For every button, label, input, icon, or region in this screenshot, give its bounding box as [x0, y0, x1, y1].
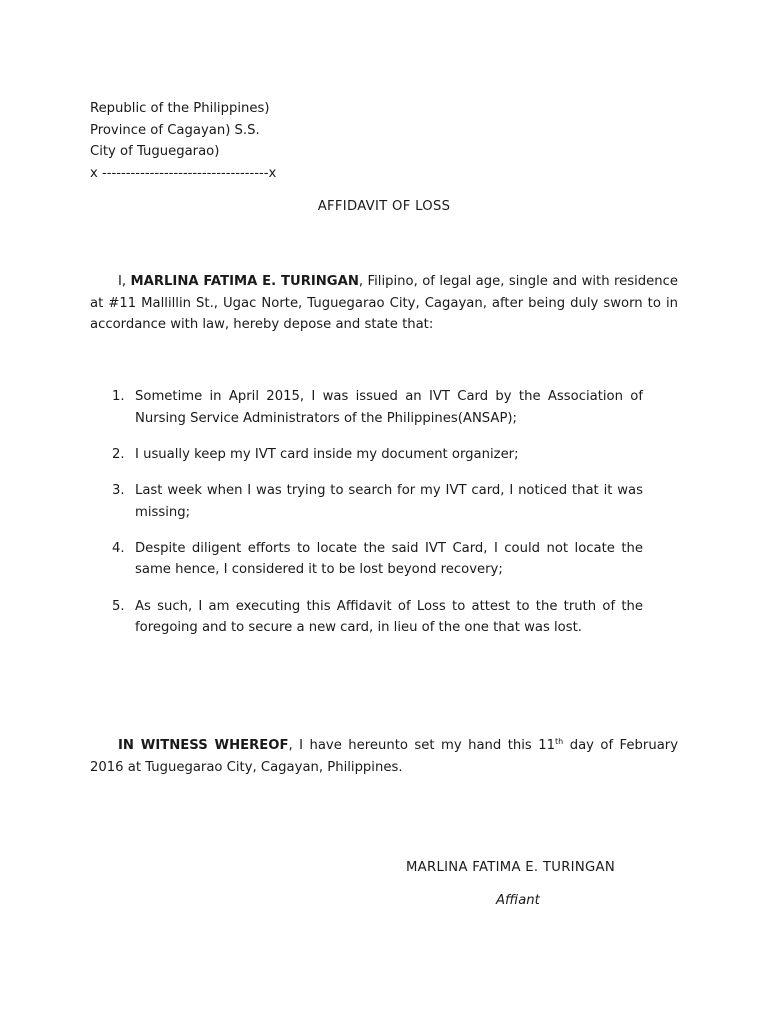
witness-paragraph [90, 735, 678, 778]
witness-heading: IN WITNESS WHEREOF [118, 738, 289, 753]
list-item [90, 596, 643, 639]
signatory-role: Affiant [496, 893, 540, 908]
intro-lead: I, [118, 274, 131, 289]
affiant-name-inline: MARLINA FATIMA E. TURINGAN [130, 274, 359, 289]
venue-line-province: Province of Cagayan) S.S. [90, 122, 260, 138]
witness-text-2: day of February 2016 at Tuguegarao City, Cagayan, Philippines. [90, 738, 678, 775]
item-number: 4. [112, 540, 125, 556]
item-text: I usually keep my IVT card inside my document organizer; [135, 446, 519, 462]
witness-text-1: , I have hereunto set my hand this 11 [288, 738, 556, 753]
list-item [90, 480, 643, 523]
list-item [90, 538, 643, 581]
item-text: Despite diligent efforts to locate the said IVT Card, I could not locate the same hence, I considered it to be lost beyond recovery; [135, 540, 643, 578]
item-text: Sometime in April 2015, I was issued an IVT Card by the Association of Nursing Service Administrators of the Philippines(ANSAP); [135, 389, 643, 426]
venue-line-city: City of Tuguegarao) [90, 144, 220, 159]
item-number: 5. [112, 598, 125, 614]
item-number: 1. [112, 389, 125, 404]
item-text: Last week when I was trying to search for my IVT card, I noticed that it was missing; [135, 482, 643, 520]
item-number: 3. [112, 482, 125, 498]
ordinal-suffix: th [555, 737, 564, 746]
venue-separator: x -----------------------------------x [90, 165, 277, 181]
list-item [90, 386, 643, 429]
item-text: As such, I am executing this Affidavit of Loss to attest to the truth of the foregoing and to secure a new card, in lieu of the one that was lost. [135, 598, 643, 636]
item-number: 2. [112, 446, 125, 462]
venue-block [90, 98, 276, 184]
intro-text: , Filipino, of legal age, single and with residence at #11 Mallillin St., Ugac Norte, Tuguegarao City, Cagayan, after being duly sworn to in accordance with law, hereby depose and state that: [90, 274, 678, 333]
list-item [90, 444, 643, 466]
intro-paragraph [90, 271, 678, 336]
venue-line-republic: Republic of the Philippines) [90, 101, 270, 116]
signatory-name: MARLINA FATIMA E. TURINGAN [406, 860, 616, 875]
statement-list [90, 386, 643, 653]
document-title: AFFIDAVIT OF LOSS [317, 199, 451, 214]
